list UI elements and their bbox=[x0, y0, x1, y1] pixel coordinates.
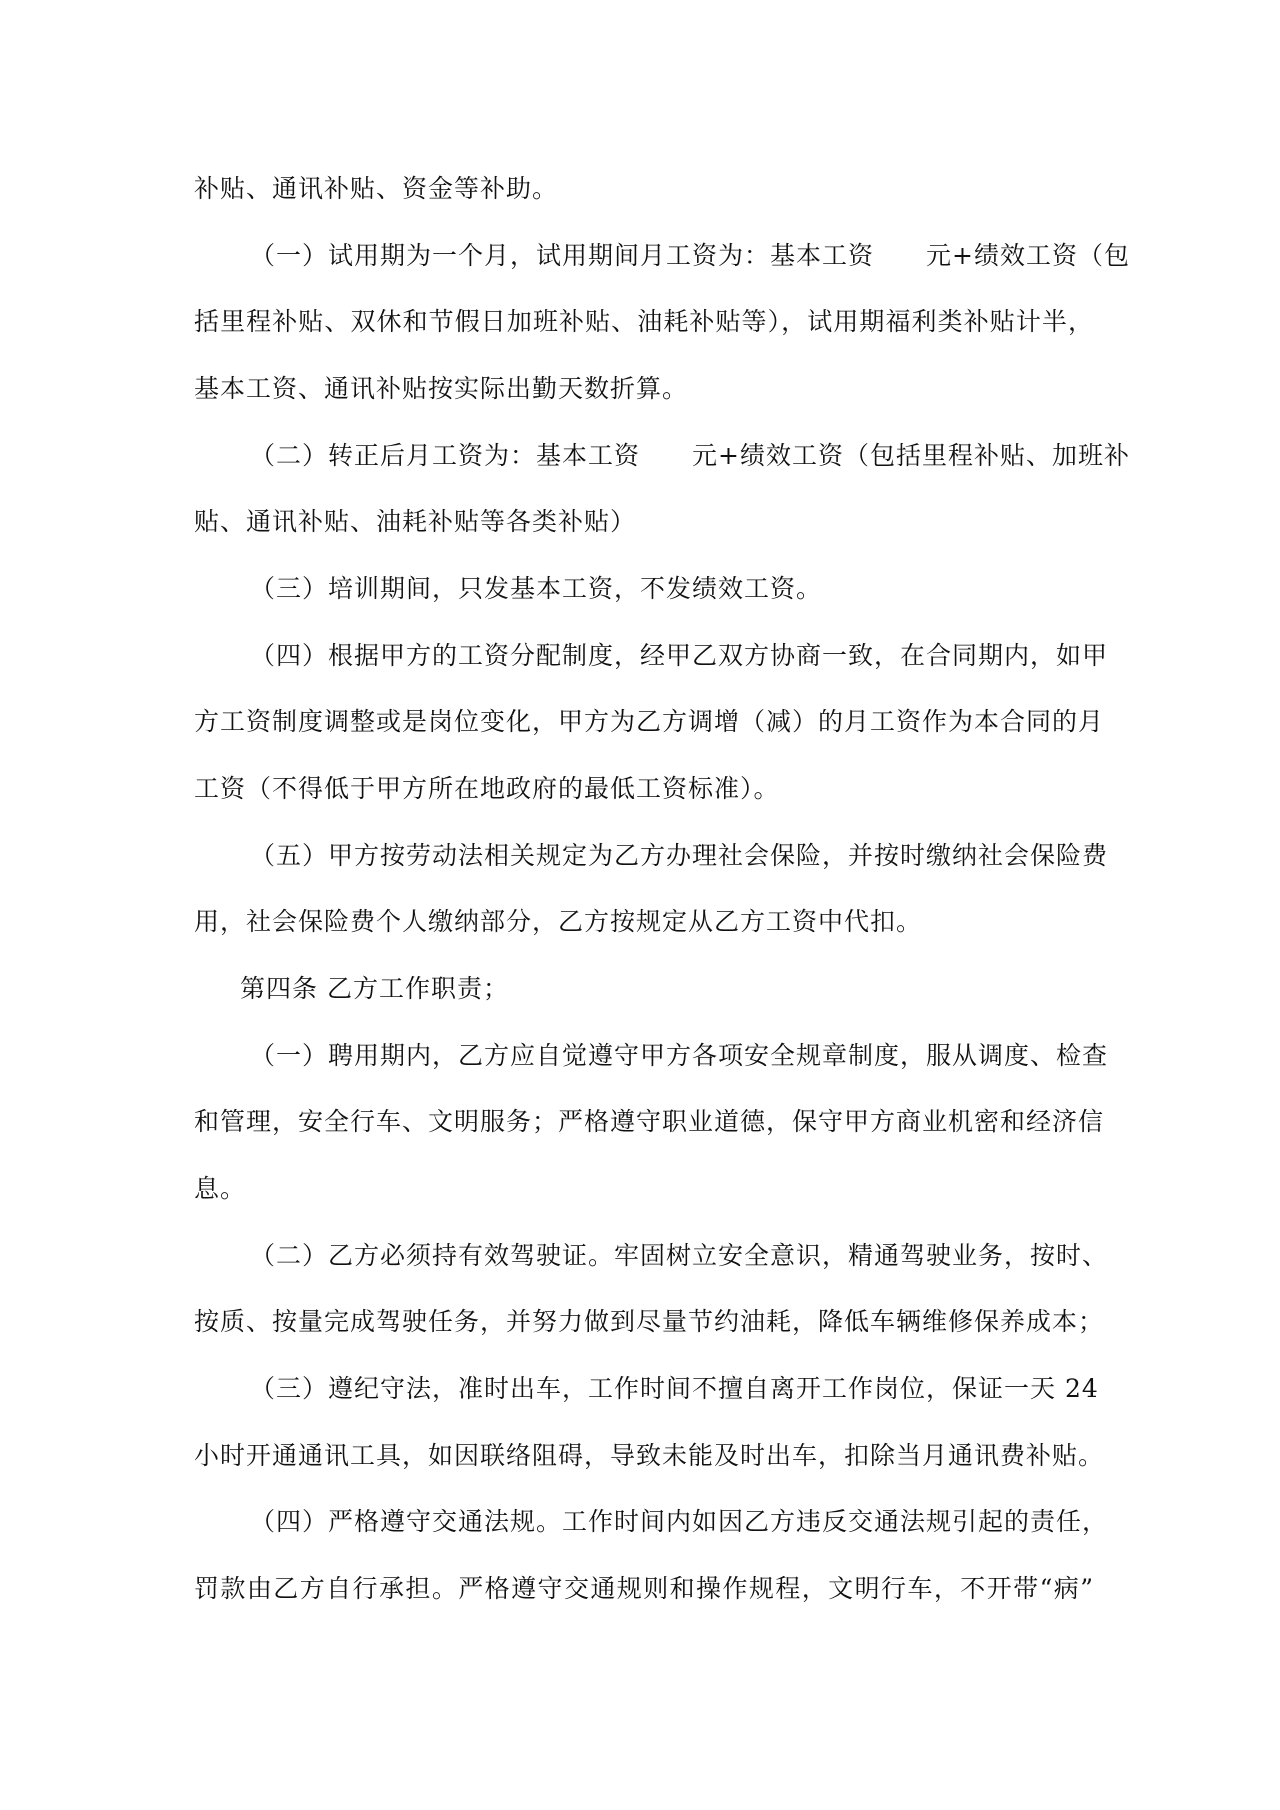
text-line-11: （五）甲方按劳动法相关规定为乙方办理社会保险，并按时缴纳社会保险费 bbox=[250, 841, 1109, 870]
text-line-20: 小时开通通讯工具，如因联络阻碍，导致未能及时出车，扣除当月通讯费补贴。 bbox=[194, 1441, 1105, 1470]
text-line-14: （一）聘用期内，乙方应自觉遵守甲方各项安全规章制度，服从调度、检查 bbox=[250, 1041, 1109, 1070]
text-line-21: （四）严格遵守交通法规。工作时间内如因乙方违反交通法规引起的责任， bbox=[250, 1507, 1109, 1536]
text-line-17: （二）乙方必须持有效驾驶证。牢固树立安全意识，精通驾驶业务，按时、 bbox=[250, 1241, 1109, 1270]
text-line-3: 括里程补贴、双休和节假日加班补贴、油耗补贴等），试用期福利类补贴计半， bbox=[194, 307, 1094, 336]
text-line-9: 方工资制度调整或是岗位变化，甲方为乙方调增（减）的月工资作为本合同的月 bbox=[194, 707, 1105, 736]
text-line-15: 和管理，安全行车、文明服务；严格遵守职业道德，保守甲方商业机密和经济信 bbox=[194, 1107, 1105, 1136]
text-line-1: 补贴、通讯补贴、资金等补助。 bbox=[194, 174, 559, 203]
text-line-4: 基本工资、通讯补贴按实际出勤天数折算。 bbox=[194, 374, 689, 403]
text-line-2: （一）试用期为一个月，试用期间月工资为：基本工资 元+绩效工资（包 bbox=[250, 241, 1130, 270]
text-line-18: 按质、按量完成驾驶任务，并努力做到尽量节约油耗，降低车辆维修保养成本； bbox=[194, 1307, 1105, 1336]
text-line-12: 用，社会保险费个人缴纳部分，乙方按规定从乙方工资中代扣。 bbox=[194, 907, 923, 936]
section-heading: 第四条 乙方工作职责； bbox=[240, 974, 509, 1003]
text-line-7: （三）培训期间，只发基本工资，不发绩效工资。 bbox=[250, 574, 823, 603]
text-line-16: 息。 bbox=[194, 1174, 247, 1203]
text-line-8: （四）根据甲方的工资分配制度，经甲乙双方协商一致，在合同期内，如甲 bbox=[250, 641, 1109, 670]
text-line-22: 罚款由乙方自行承担。严格遵守交通规则和操作规程，文明行车，不开带“病” bbox=[194, 1574, 1094, 1603]
text-line-19: （三）遵纪守法，准时出车，工作时间不擅自离开工作岗位，保证一天 24 bbox=[250, 1374, 1099, 1403]
text-line-6: 贴、通讯补贴、油耗补贴等各类补贴） bbox=[194, 507, 637, 536]
text-line-10: 工资（不得低于甲方所在地政府的最低工资标准）。 bbox=[194, 774, 780, 803]
text-line-5: （二）转正后月工资为：基本工资 元+绩效工资（包括里程补贴、加班补 bbox=[250, 441, 1130, 470]
